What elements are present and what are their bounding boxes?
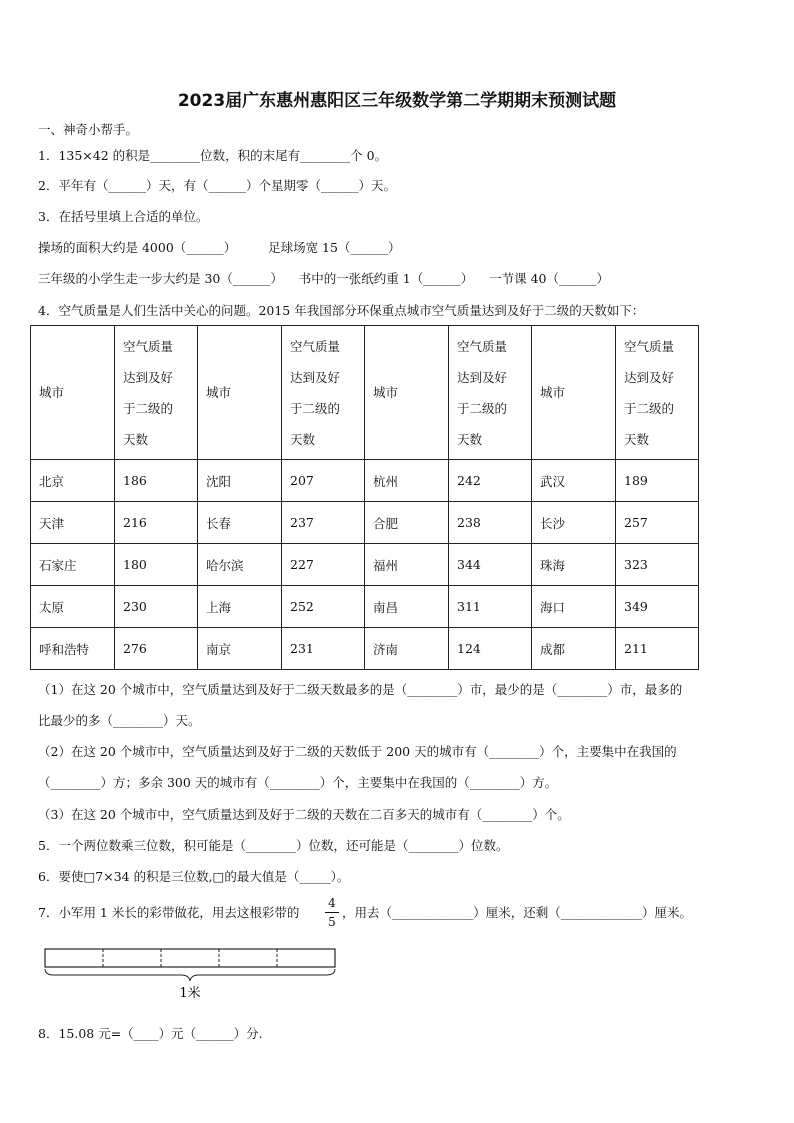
table-cell: 231 [282,628,365,670]
question-7-suffix: ，用去（_____________）厘米，还剩（_____________）厘米。 [342,905,693,920]
table-cell: 哈尔滨 [198,544,282,586]
table-cell: 227 [282,544,365,586]
question-4-1-line-b: 比最少的多（________）天。 [38,713,201,728]
question-4-2-line-b: （________）方；多余 300 天的城市有（________）个，主要集中在我国的（________）方。 [38,775,558,790]
question-4-3: （3）在这 20 个城市中，空气质量达到及好于二级的天数在二百多天的城市有（________）个。 [38,807,570,822]
table-row [31,502,699,544]
table-cell: 211 [616,628,699,670]
table-cell: 石家庄 [31,544,115,586]
fraction-bar [325,912,339,913]
table-cell: 武汉 [532,460,616,502]
table-cell: 呼和浩特 [31,628,115,670]
ribbon-diagram [44,948,344,1008]
table-cell: 242 [449,460,532,502]
table-cell: 福州 [365,544,449,586]
header-days: 空气质量 达到及好 于二级的 天数 [449,326,532,460]
table-cell: 230 [115,586,198,628]
table-cell: 上海 [198,586,282,628]
table-cell: 长春 [198,502,282,544]
table-cell: 238 [449,502,532,544]
question-6: 6．要使□7×34 的积是三位数,□的最大值是（_____）。 [38,869,350,884]
fraction-numerator: 4 [328,896,336,910]
question-1: 1．135×42 的积是________位数，积的末尾有________个 0。 [38,148,388,163]
header-days: 空气质量 达到及好 于二级的 天数 [616,326,699,460]
header-city: 城市 [532,326,616,460]
header-days: 空气质量 达到及好 于二级的 天数 [282,326,365,460]
table-row [31,628,699,670]
question-3: 3．在括号里填上合适的单位。 [38,209,209,224]
table-cell: 太原 [31,586,115,628]
table-cell: 252 [282,586,365,628]
table-cell: 合肥 [365,502,449,544]
question-4-2-line-a: （2）在这 20 个城市中，空气质量达到及好于二级的天数低于 200 天的城市有（________）个，主要集中在我国的 [38,744,677,759]
table-cell: 长沙 [532,502,616,544]
table-header-row [31,326,699,460]
table-cell: 186 [115,460,198,502]
header-days: 空气质量 达到及好 于二级的 天数 [115,326,198,460]
question-7-prefix: 7．小军用 1 米长的彩带做花，用去这根彩带的 [38,905,300,920]
table-cell: 323 [616,544,699,586]
table-row [31,460,699,502]
table-cell: 276 [115,628,198,670]
question-8: 8．15.08 元=（____）元（______）分. [38,1026,263,1041]
table-cell: 311 [449,586,532,628]
table-cell: 南昌 [365,586,449,628]
question-4: 4．空气质量是人们生活中关心的问题。2015 年我国部分环保重点城市空气质量达到及好于二级的天数如下： [38,303,645,318]
header-city: 城市 [365,326,449,460]
header-city: 城市 [198,326,282,460]
section-heading: 一、神奇小帮手。 [38,122,139,137]
table-cell: 237 [282,502,365,544]
ribbon-length-label: 1米 [179,986,201,1001]
table-cell: 180 [115,544,198,586]
table-cell: 344 [449,544,532,586]
table-cell: 南京 [198,628,282,670]
header-city: 城市 [31,326,115,460]
fraction-four-fifths [325,896,339,929]
question-3-line-1: 操场的面积大约是 4000（______） 足球场宽 15（______） [38,240,401,255]
air-quality-table [30,325,699,670]
question-4-1-line-a: （1）在这 20 个城市中，空气质量达到及好于二级天数最多的是（________）市，最少的是（________）市，最多的 [38,682,683,697]
table-cell: 189 [616,460,699,502]
table-row [31,586,699,628]
table-cell: 257 [616,502,699,544]
table-cell: 杭州 [365,460,449,502]
table-row [31,544,699,586]
table-cell: 124 [449,628,532,670]
table-cell: 海口 [532,586,616,628]
table-cell: 成都 [532,628,616,670]
page-title: 2023届广东惠州惠阳区三年级数学第二学期期末预测试题 [177,91,617,111]
question-3-line-2: 三年级的小学生走一步大约是 30（______） 书中的一张纸约重 1（______） 一节课 40（______） [38,271,609,286]
ribbon-brace [45,969,335,981]
question-5: 5．一个两位数乘三位数，积可能是（________）位数，还可能是（________）位数。 [38,838,509,853]
question-2: 2．平年有（______）天，有（______）个星期零（______）天。 [38,178,396,193]
table-cell: 珠海 [532,544,616,586]
table-cell: 北京 [31,460,115,502]
table-cell: 沈阳 [198,460,282,502]
table-cell: 349 [616,586,699,628]
fraction-denominator: 5 [328,915,336,929]
table-cell: 天津 [31,502,115,544]
table-cell: 207 [282,460,365,502]
table-cell: 济南 [365,628,449,670]
table-cell: 216 [115,502,198,544]
ribbon-bar [45,949,335,967]
